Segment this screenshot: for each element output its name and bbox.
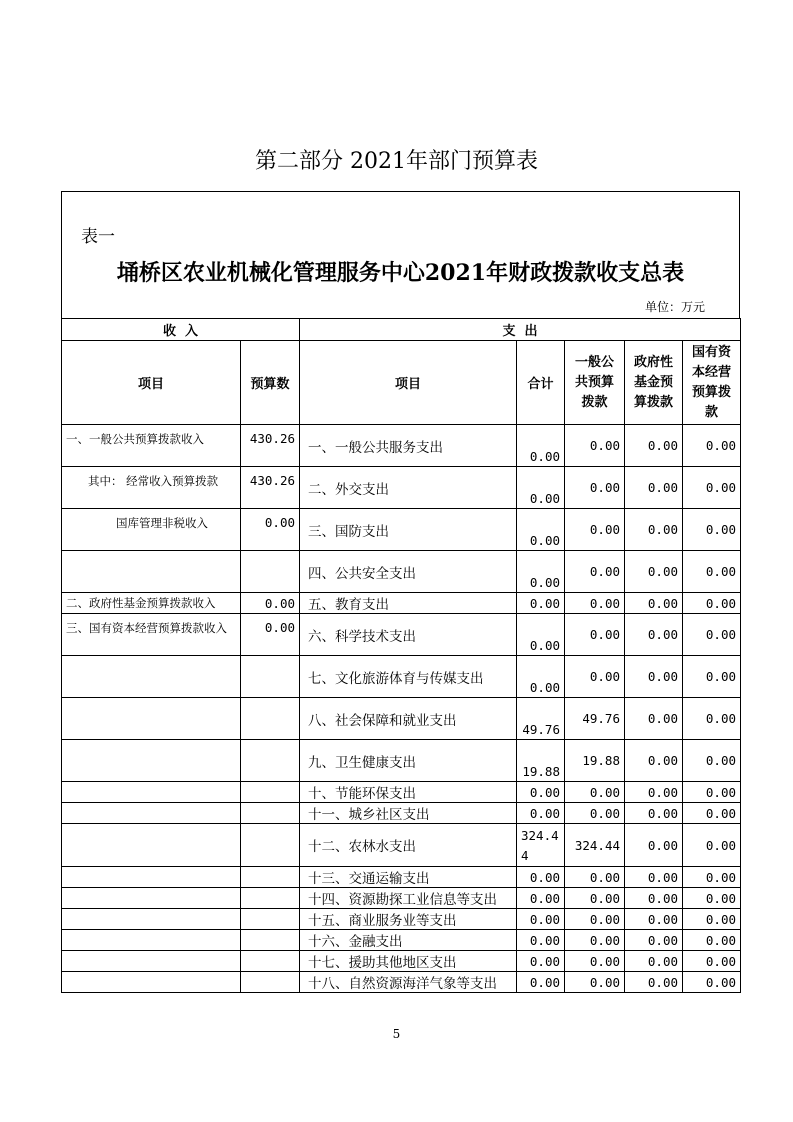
income-item-cell: 三、国有资本经营预算拨款收入 [62, 614, 241, 656]
income-item-cell [62, 867, 241, 888]
table-row [62, 972, 741, 993]
table-frame [61, 191, 740, 318]
income-budget-cell [241, 782, 300, 803]
income-item-cell [62, 909, 241, 930]
general-cell: 324.44 [565, 824, 625, 867]
general-cell: 0.00 [565, 951, 625, 972]
income-item-cell: 国库管理非税收入 [62, 509, 241, 551]
total-cell: 324.44 [517, 824, 565, 867]
table-number: 表一 [81, 227, 115, 247]
expense-item-cell: 九、卫生健康支出 [300, 740, 517, 782]
income-budget-cell [241, 656, 300, 698]
expense-header: 支 出 [300, 319, 741, 341]
fund-cell: 0.00 [625, 951, 683, 972]
income-budget-cell [241, 698, 300, 740]
state-cell: 0.00 [683, 656, 741, 698]
table-row [62, 782, 741, 803]
part-title: 第二部分 2021年部门预算表 [255, 149, 538, 174]
total-cell: 0.00 [517, 656, 565, 698]
expense-item-cell: 十、节能环保支出 [300, 782, 517, 803]
general-cell: 0.00 [565, 803, 625, 824]
income-budget-cell [241, 803, 300, 824]
fund-cell: 0.00 [625, 888, 683, 909]
total-cell: 0.00 [517, 614, 565, 656]
col-income-item: 项目 [62, 341, 241, 425]
income-item-cell [62, 551, 241, 593]
state-cell: 0.00 [683, 951, 741, 972]
income-budget-cell [241, 909, 300, 930]
expense-item-cell: 八、社会保障和就业支出 [300, 698, 517, 740]
budget-table [61, 318, 741, 993]
fund-cell: 0.00 [625, 698, 683, 740]
income-budget-cell: 430.26 [241, 425, 300, 467]
expense-item-cell: 五、教育支出 [300, 593, 517, 614]
fund-cell: 0.00 [625, 467, 683, 509]
total-cell: 0.00 [517, 888, 565, 909]
state-cell: 0.00 [683, 551, 741, 593]
table-row [62, 951, 741, 972]
expense-item-cell: 十一、城乡社区支出 [300, 803, 517, 824]
expense-item-cell: 十六、金融支出 [300, 930, 517, 951]
fund-cell: 0.00 [625, 803, 683, 824]
total-cell: 0.00 [517, 909, 565, 930]
fund-cell: 0.00 [625, 909, 683, 930]
state-cell: 0.00 [683, 867, 741, 888]
total-cell: 0.00 [517, 972, 565, 993]
table-row [62, 656, 741, 698]
income-budget-cell: 0.00 [241, 509, 300, 551]
table-row [62, 740, 741, 782]
state-cell: 0.00 [683, 614, 741, 656]
income-budget-cell: 0.00 [241, 593, 300, 614]
expense-item-cell: 十八、自然资源海洋气象等支出 [300, 972, 517, 993]
general-cell: 0.00 [565, 509, 625, 551]
state-cell: 0.00 [683, 509, 741, 551]
expense-item-cell: 六、科学技术支出 [300, 614, 517, 656]
fund-cell: 0.00 [625, 425, 683, 467]
state-cell: 0.00 [683, 698, 741, 740]
income-item-cell [62, 698, 241, 740]
col-total: 合计 [517, 341, 565, 425]
total-cell: 0.00 [517, 930, 565, 951]
income-item-cell [62, 740, 241, 782]
general-cell: 0.00 [565, 972, 625, 993]
expense-item-cell: 一、一般公共服务支出 [300, 425, 517, 467]
income-item-cell [62, 972, 241, 993]
state-cell: 0.00 [683, 593, 741, 614]
state-cell: 0.00 [683, 909, 741, 930]
total-cell: 0.00 [517, 951, 565, 972]
fund-cell: 0.00 [625, 551, 683, 593]
expense-item-cell: 十二、农林水支出 [300, 824, 517, 867]
income-budget-cell [241, 930, 300, 951]
table-row [62, 614, 741, 656]
fund-cell: 0.00 [625, 593, 683, 614]
general-cell: 49.76 [565, 698, 625, 740]
col-general: 一般公共预算拨款 [565, 341, 625, 425]
income-item-cell [62, 951, 241, 972]
income-budget-cell: 430.26 [241, 467, 300, 509]
income-item-cell [62, 888, 241, 909]
income-item-cell [62, 930, 241, 951]
page-number: 5 [392, 1027, 401, 1041]
table-row [62, 888, 741, 909]
income-budget-cell [241, 867, 300, 888]
fund-cell: 0.00 [625, 782, 683, 803]
col-expense-item: 项目 [300, 341, 517, 425]
expense-item-cell: 十五、商业服务业等支出 [300, 909, 517, 930]
general-cell: 0.00 [565, 909, 625, 930]
general-cell: 0.00 [565, 614, 625, 656]
fund-cell: 0.00 [625, 614, 683, 656]
table-row [62, 698, 741, 740]
expense-item-cell: 十三、交通运输支出 [300, 867, 517, 888]
expense-item-cell: 十七、援助其他地区支出 [300, 951, 517, 972]
table-row [62, 467, 741, 509]
table-row [62, 867, 741, 888]
fund-cell: 0.00 [625, 867, 683, 888]
expense-item-cell: 四、公共安全支出 [300, 551, 517, 593]
fund-cell: 0.00 [625, 824, 683, 867]
general-cell: 19.88 [565, 740, 625, 782]
total-cell: 0.00 [517, 803, 565, 824]
general-cell: 0.00 [565, 782, 625, 803]
table-row [62, 509, 741, 551]
table-row [62, 930, 741, 951]
income-item-cell: 其中： 经常收入预算拨款 [62, 467, 241, 509]
total-cell: 0.00 [517, 593, 565, 614]
general-cell: 0.00 [565, 867, 625, 888]
income-item-cell [62, 656, 241, 698]
general-cell: 0.00 [565, 930, 625, 951]
income-budget-cell [241, 824, 300, 867]
total-cell: 0.00 [517, 425, 565, 467]
income-item-cell [62, 803, 241, 824]
table-title: 埇桥区农业机械化管理服务中心2021年财政拨款收支总表 [116, 260, 685, 286]
state-cell: 0.00 [683, 972, 741, 993]
table-row [62, 909, 741, 930]
total-cell: 0.00 [517, 867, 565, 888]
state-cell: 0.00 [683, 930, 741, 951]
fund-cell: 0.00 [625, 656, 683, 698]
total-cell: 0.00 [517, 467, 565, 509]
col-income-budget: 预算数 [241, 341, 300, 425]
income-budget-cell: 0.00 [241, 614, 300, 656]
total-cell: 49.76 [517, 698, 565, 740]
income-item-cell: 一、一般公共预算拨款收入 [62, 425, 241, 467]
table-row [62, 425, 741, 467]
fund-cell: 0.00 [625, 509, 683, 551]
state-cell: 0.00 [683, 782, 741, 803]
general-cell: 0.00 [565, 593, 625, 614]
fund-cell: 0.00 [625, 930, 683, 951]
income-budget-cell [241, 551, 300, 593]
state-cell: 0.00 [683, 888, 741, 909]
income-budget-cell [241, 972, 300, 993]
general-cell: 0.00 [565, 888, 625, 909]
expense-item-cell: 二、外交支出 [300, 467, 517, 509]
state-cell: 0.00 [683, 740, 741, 782]
general-cell: 0.00 [565, 425, 625, 467]
table-row [62, 803, 741, 824]
total-cell: 19.88 [517, 740, 565, 782]
income-header: 收 入 [62, 319, 300, 341]
general-cell: 0.00 [565, 467, 625, 509]
table-row [62, 593, 741, 614]
total-cell: 0.00 [517, 509, 565, 551]
state-cell: 0.00 [683, 803, 741, 824]
expense-item-cell: 七、文化旅游体育与传媒支出 [300, 656, 517, 698]
income-budget-cell [241, 951, 300, 972]
general-cell: 0.00 [565, 551, 625, 593]
income-item-cell: 二、政府性基金预算拨款收入 [62, 593, 241, 614]
col-fund: 政府性基金预算拨款 [625, 341, 683, 425]
general-cell: 0.00 [565, 656, 625, 698]
income-item-cell [62, 824, 241, 867]
total-cell: 0.00 [517, 782, 565, 803]
state-cell: 0.00 [683, 824, 741, 867]
income-item-cell [62, 782, 241, 803]
state-cell: 0.00 [683, 425, 741, 467]
fund-cell: 0.00 [625, 740, 683, 782]
table-row [62, 824, 741, 867]
expense-item-cell: 十四、资源勘探工业信息等支出 [300, 888, 517, 909]
income-budget-cell [241, 740, 300, 782]
table-row [62, 551, 741, 593]
state-cell: 0.00 [683, 467, 741, 509]
income-budget-cell [241, 888, 300, 909]
total-cell: 0.00 [517, 551, 565, 593]
unit-label: 单位：万元 [644, 300, 705, 314]
col-state: 国有资本经营预算拨款 [683, 341, 741, 425]
fund-cell: 0.00 [625, 972, 683, 993]
expense-item-cell: 三、国防支出 [300, 509, 517, 551]
